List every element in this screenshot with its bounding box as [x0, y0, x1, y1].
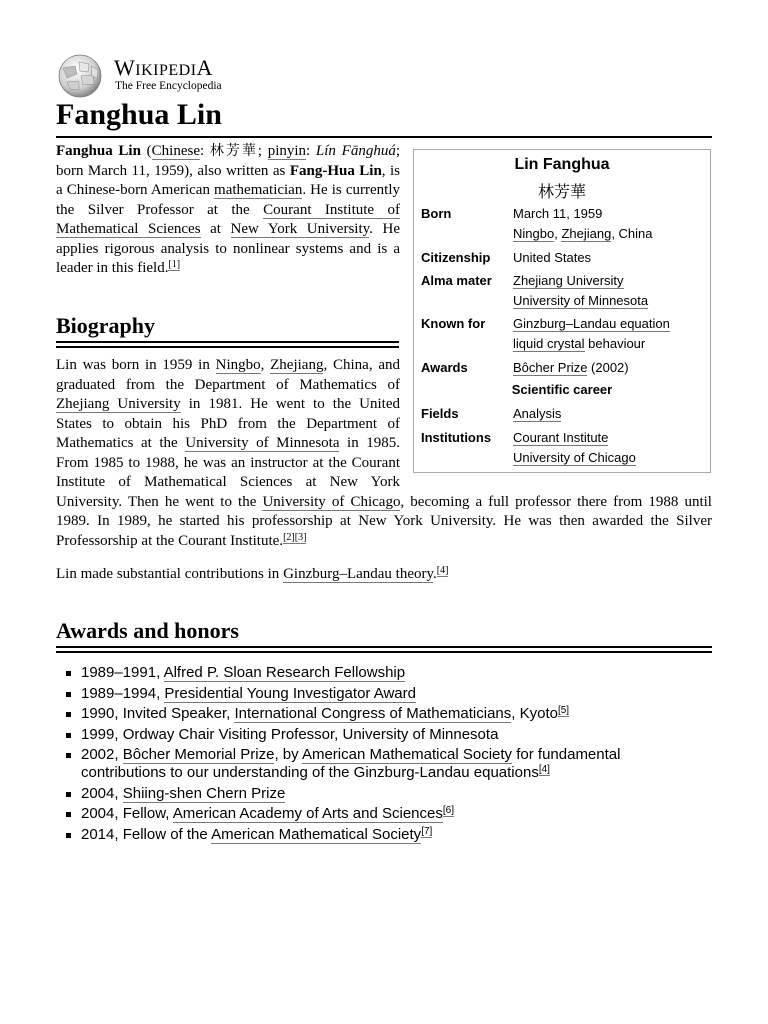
infobox-alma-mater-2: [513, 293, 648, 308]
chinese-name: 林芳華: [209, 143, 258, 159]
infobox-float-spacer: [400, 352, 712, 482]
bullet: [66, 812, 71, 817]
pinyin-name: Lín Fānghuá: [315, 143, 396, 159]
reference-4[interactable]: [4]: [436, 565, 449, 576]
infobox-institutions-label: Institutions: [421, 430, 492, 445]
infobox-known-for-1: [513, 316, 670, 331]
bullet: [66, 692, 71, 697]
bullet: [66, 753, 71, 758]
university-of-minnesota-bio-link[interactable]: University of Minnesota: [185, 435, 340, 451]
awards-heading: Awards and honors: [56, 618, 239, 643]
infobox-known-for-label: Known for: [421, 316, 486, 331]
award-item: 1989–1994, Presidential Young Investigator Award: [56, 685, 656, 703]
mathematician-link[interactable]: mathematician: [214, 182, 303, 198]
reference-2[interactable]: [2]: [283, 531, 295, 543]
alternate-name: Fang-Hua Lin: [289, 162, 382, 179]
bullet: [66, 671, 71, 676]
award-link[interactable]: International Congress of Mathematicians: [234, 705, 512, 722]
award-item: 2014, Fellow of the American Mathematical Society[7]: [56, 826, 656, 844]
awards-list: [56, 664, 656, 846]
award-link[interactable]: American Academy of Arts and Sciences: [172, 805, 443, 822]
zhejiang-link[interactable]: Zhejiang: [561, 226, 612, 241]
biography-divider: [56, 341, 399, 348]
infobox-born-label: Born: [421, 206, 452, 221]
ginzburg-landau-theory-link[interactable]: Ginzburg–Landau theory: [283, 566, 434, 582]
analysis-link[interactable]: Analysis: [513, 406, 562, 421]
page-title: Fanghua Lin: [56, 98, 222, 131]
bullet: [66, 733, 71, 738]
wikipedia-globe-icon: [55, 54, 105, 98]
bullet: [66, 712, 71, 717]
infobox-fields-label: Fields: [421, 406, 459, 421]
ginzburg-landau-equation-link[interactable]: Ginzburg–Landau equation: [513, 316, 670, 331]
chinese-language-link[interactable]: Chinese: [151, 143, 200, 159]
award-item: 2002, Bôcher Memorial Prize, by American Mathematical Society for fundamental contributions to our understanding of the Ginzburg-Landau equations[4]: [56, 746, 656, 782]
award-link[interactable]: Presidential Young Investigator Award: [164, 684, 416, 702]
zhejiang-university-bio-link[interactable]: Zhejiang University: [56, 396, 181, 412]
pinyin-link[interactable]: pinyin: [267, 143, 307, 159]
liquid-crystal-link[interactable]: liquid crystal: [513, 336, 585, 351]
award-item: 2004, Fellow, American Academy of Arts and Sciences[6]: [56, 805, 656, 823]
title-divider: [56, 136, 712, 138]
zhejiang-bio-link[interactable]: Zhejiang: [270, 357, 324, 373]
infobox-native-name: 林芳華: [537, 182, 586, 201]
infobox-awards-label: Awards: [421, 360, 468, 375]
bullet: [66, 792, 71, 797]
ningbo-bio-link[interactable]: Ningbo: [215, 357, 261, 373]
infobox-born-place: Ningbo, Zhejiang, China: [513, 226, 653, 241]
ningbo-link[interactable]: Ningbo: [513, 226, 555, 241]
bullet: [66, 833, 71, 838]
courant-institute-infobox-link[interactable]: Courant Institute: [513, 430, 609, 445]
award-link[interactable]: American Mathematical Society: [211, 825, 422, 843]
reference-5[interactable]: [5]: [557, 705, 570, 716]
award-link[interactable]: Shiing-shen Chern Prize: [122, 784, 286, 802]
awards-divider: [56, 646, 712, 653]
university-of-chicago-bio-link[interactable]: University of Chicago: [262, 493, 401, 510]
infobox-known-for-2: liquid crystal behaviour: [513, 336, 646, 351]
zhejiang-university-link[interactable]: Zhejiang University: [513, 273, 624, 288]
intro-paragraph: Fanghua Lin (Chinese: 林芳華; pinyin: Lín Fānghuá; born March 11, 1959), also written as Fang-Hua Lin, is a Chinese-born American mathematician. He is currently the Silver Professor at the Courant Institute of Mathematical Sciences at New York University. He applies rigorous analysis to nonlinear systems and is a leader in this field.[1]: [56, 143, 401, 276]
biography-paragraph-1: Lin was born in 1959 in Ningbo, Zhejiang, China, and graduated from the Department of Mathematics of Zhejiang University in 1981. He went to the United States to obtain his PhD from the Department of Mathematics at the University of Minnesota in 1985. From 1985 to 1988, he was an instructor at the Courant Institute of Mathematical Sciences at New York University. Then he went to the University of Chicago, becoming a full professor there from 1988 until 1989. In 1989, he started his professorship at New York University. He was then awarded the Silver Professorship at the Courant Institute.[2][3]: [56, 356, 712, 551]
courant-institute-link[interactable]: Courant Institute of Mathematical Sciences: [56, 201, 401, 237]
infobox-alma-mater-label: Alma mater: [421, 273, 492, 288]
reference-6[interactable]: [6]: [442, 805, 454, 816]
wikipedia-tagline: The Free Encyclopedia: [115, 80, 222, 92]
infobox-citizenship: United States: [513, 250, 592, 265]
biography-paragraph-2: Lin made substantial contributions in Ginzburg–Landau theory.[4]: [56, 565, 449, 582]
wikipedia-wordmark: WIKIPEDIA: [114, 55, 213, 80]
infobox-citizenship-label: Citizenship: [421, 250, 491, 265]
biography-heading: Biography: [56, 313, 156, 338]
university-of-minnesota-link[interactable]: University of Minnesota: [513, 293, 649, 308]
reference-4b[interactable]: [4]: [538, 764, 550, 775]
nyu-link[interactable]: New York University: [230, 221, 370, 237]
infobox-awards: Bôcher Prize (2002): [513, 360, 629, 375]
ams-link[interactable]: American Mathematical Society: [301, 746, 513, 763]
university-of-chicago-infobox-link[interactable]: University of Chicago: [513, 450, 636, 465]
bocher-prize-link[interactable]: Bôcher Prize: [513, 360, 588, 375]
wikipedia-logo[interactable]: [55, 54, 255, 98]
infobox-scientific-career-header: Scientific career: [511, 382, 613, 397]
award-link[interactable]: Alfred P. Sloan Research Fellowship: [163, 664, 406, 681]
infobox-born-date: March 11, 1959: [513, 206, 603, 221]
award-item: 1990, Invited Speaker, International Congress of Mathematicians, Kyoto[5]: [56, 705, 656, 723]
reference-7[interactable]: [7]: [421, 825, 433, 837]
award-item: 1989–1991, Alfred P. Sloan Research Fellowship: [56, 664, 656, 682]
infobox-alma-mater-1: [513, 273, 624, 288]
subject-name: Fanghua Lin: [56, 143, 141, 159]
award-link[interactable]: Bôcher Memorial Prize: [122, 746, 275, 763]
infobox-name: Lin Fanghua: [514, 156, 610, 173]
reference-1[interactable]: [1]: [168, 259, 181, 270]
award-item: 2004, Shiing-shen Chern Prize: [56, 785, 656, 803]
reference-3[interactable]: [3]: [294, 531, 307, 543]
award-item: 1999, Ordway Chair Visiting Professor, University of Minnesota: [56, 726, 656, 744]
